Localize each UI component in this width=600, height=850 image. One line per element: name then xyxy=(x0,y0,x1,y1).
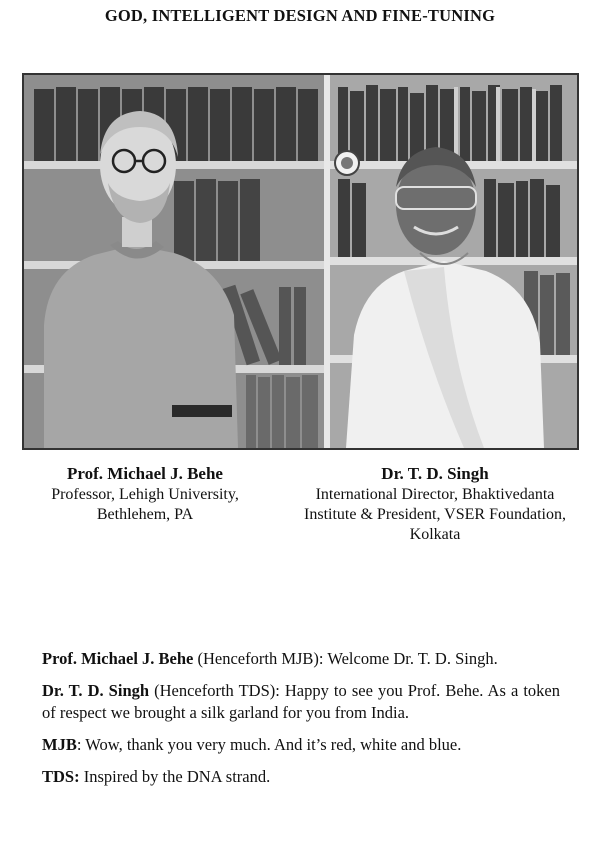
speech-text: (Henceforth TDS): Happy to see you Prof. Behe. As a token of respect we brought a silk garland for you from India. xyxy=(42,681,560,722)
speaker-name: Prof. Michael J. Behe xyxy=(42,649,194,668)
caption-role-line: Kolkata xyxy=(409,526,461,543)
caption-name: Prof. Michael J. Behe xyxy=(67,464,223,483)
caption-behe xyxy=(0,464,290,525)
caption-role-line: Institute & President, VSER Foundation, xyxy=(304,506,566,523)
caption-name: Dr. T. D. Singh xyxy=(381,464,489,483)
dialogue-paragraph xyxy=(42,734,560,756)
photograph xyxy=(22,73,579,450)
speaker-name: MJB xyxy=(42,735,77,754)
dialogue-paragraph xyxy=(42,648,560,670)
dialogue-paragraph xyxy=(42,766,560,788)
dialogue-paragraph xyxy=(42,680,560,724)
speech-text: (Henceforth MJB): Welcome Dr. T. D. Singh. xyxy=(193,649,498,668)
interview-dialogue xyxy=(42,648,560,798)
caption-role-line: International Director, Bhaktivedanta xyxy=(315,486,555,503)
caption-role-line: Professor, Lehigh University, xyxy=(51,486,239,503)
speaker-name: Dr. T. D. Singh xyxy=(42,681,150,700)
caption-role-line: Bethlehem, PA xyxy=(96,506,194,523)
speaker-name: TDS: xyxy=(42,767,80,786)
caption-singh xyxy=(270,464,600,545)
speech-text: Inspired by the DNA strand. xyxy=(79,767,271,786)
speech-text: : Wow, thank you very much. And it’s red, white and blue. xyxy=(76,735,462,754)
running-head-title: GOD, INTELLIGENT DESIGN AND FINE-TUNING xyxy=(104,6,496,25)
photo-illustration xyxy=(24,75,577,448)
